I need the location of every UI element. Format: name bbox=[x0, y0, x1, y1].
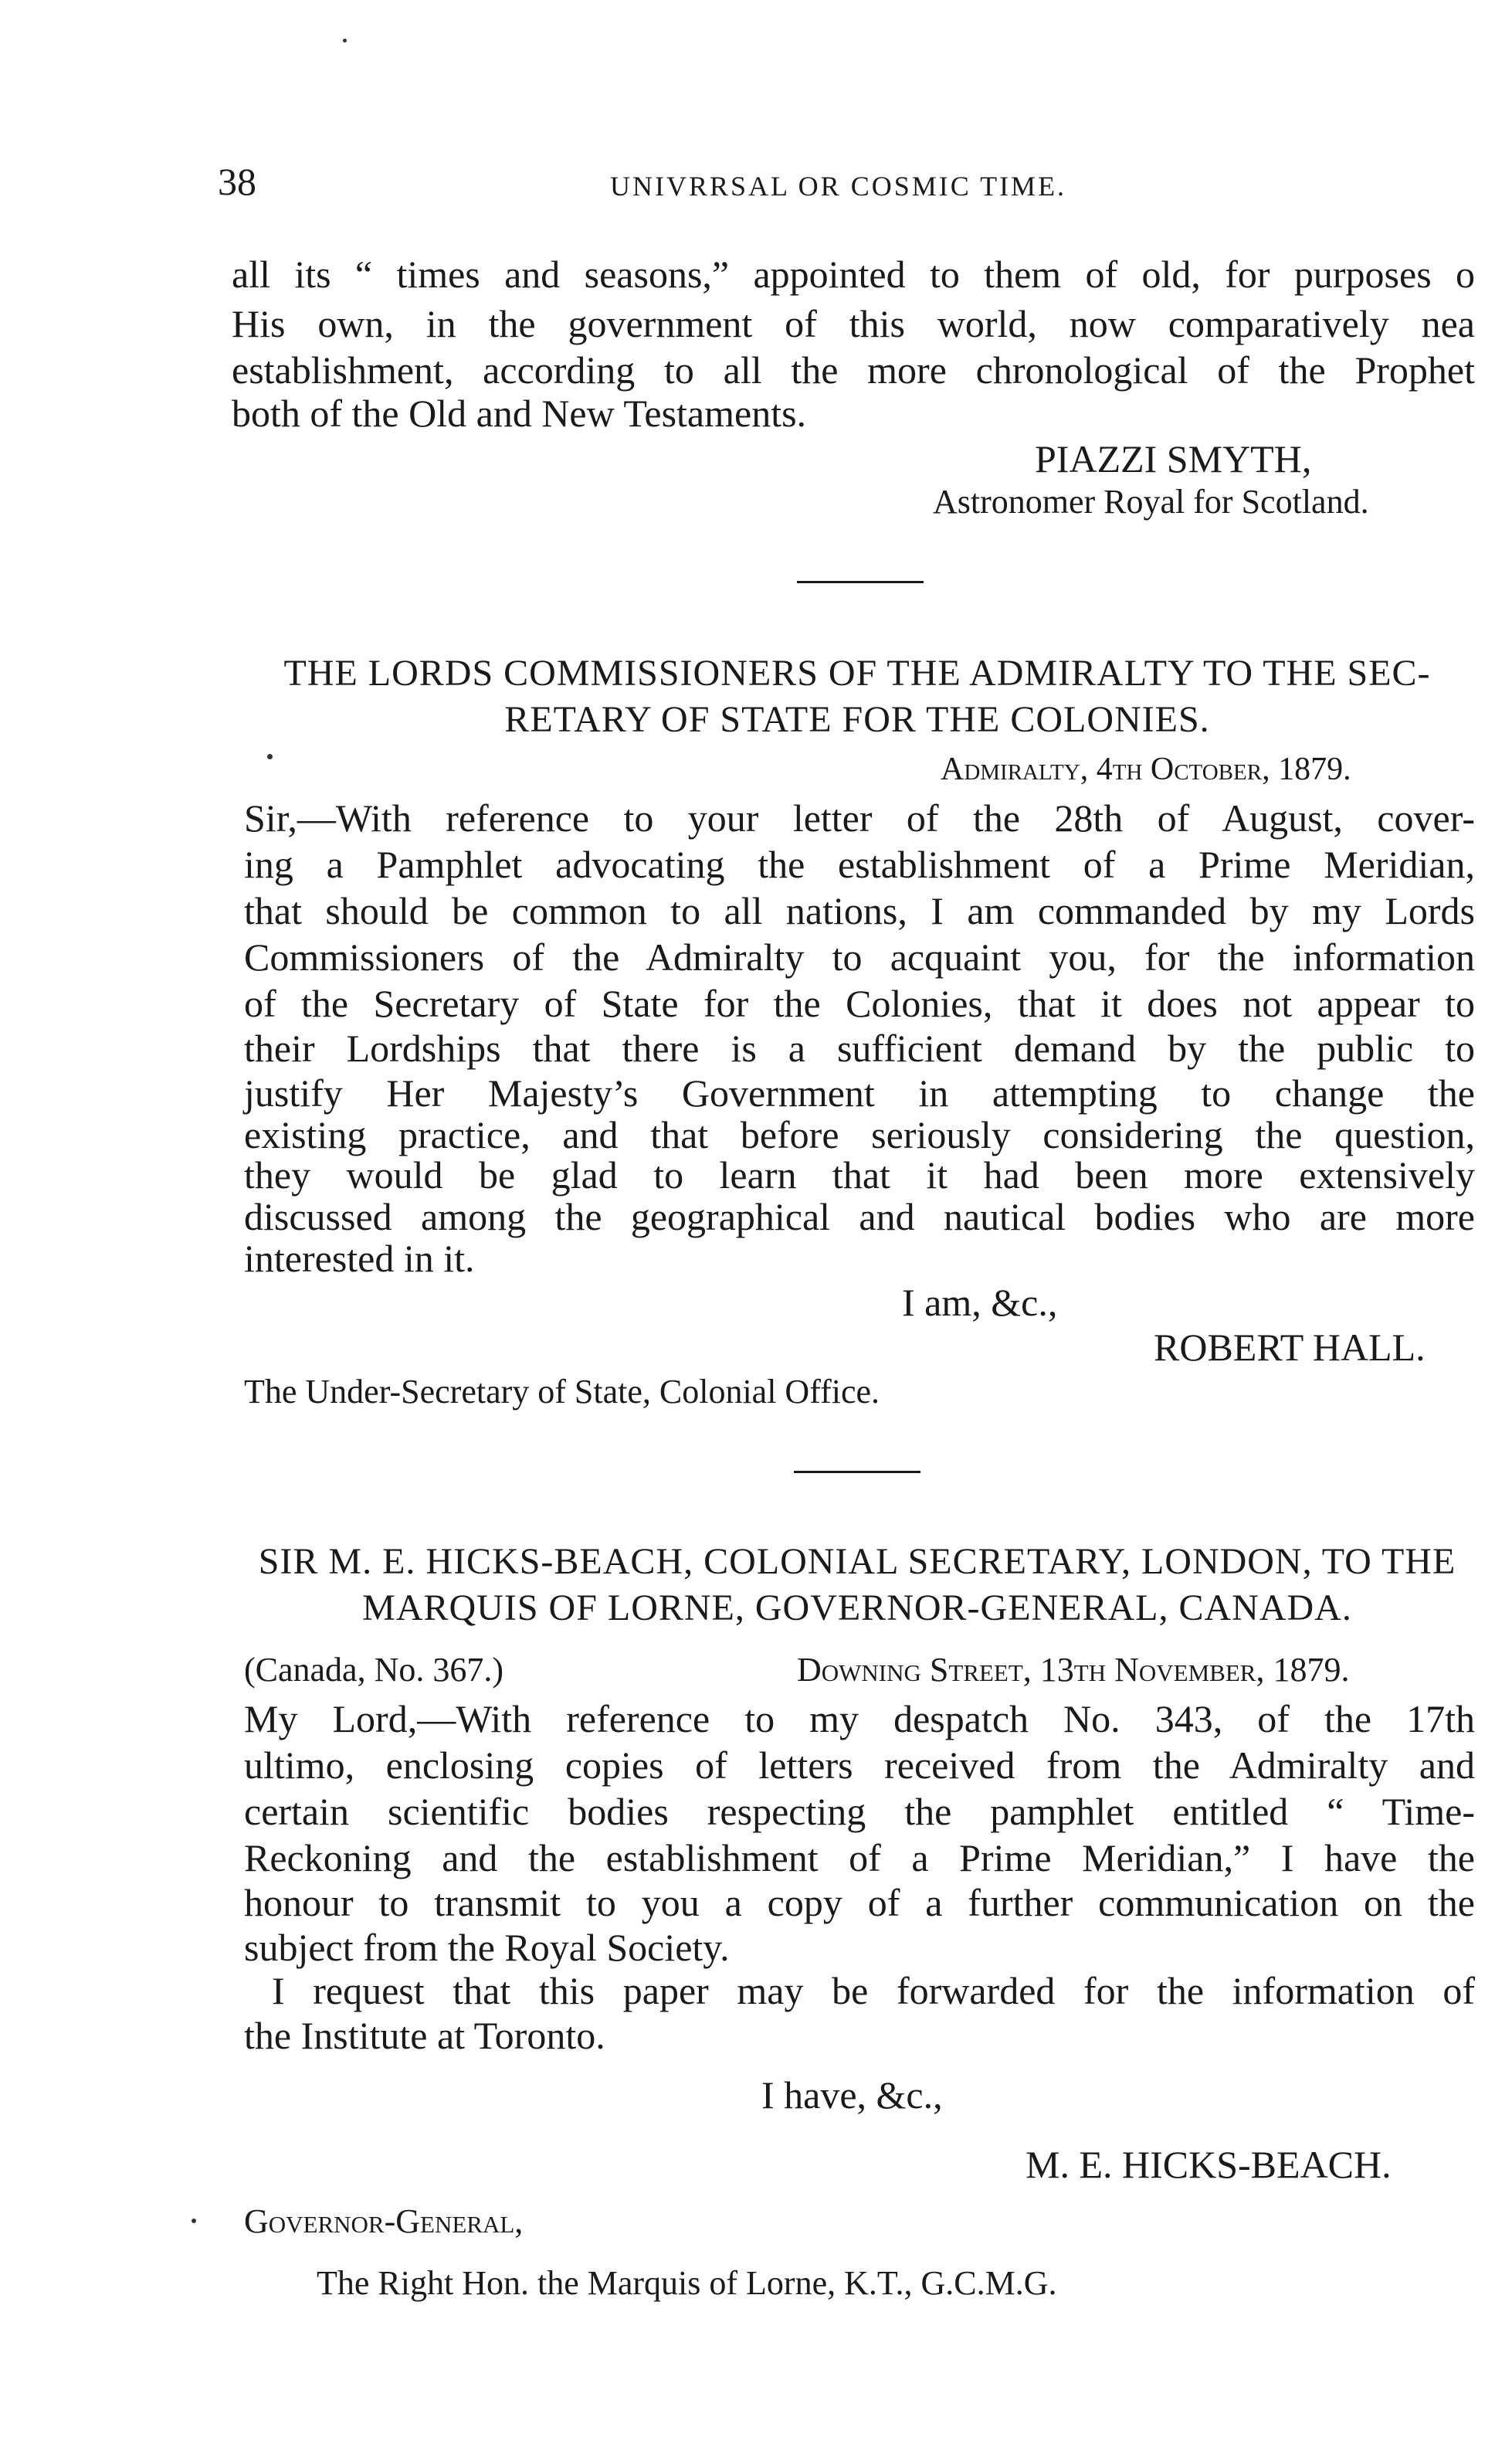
signature-title: Astronomer Royal for Scotland. bbox=[933, 483, 1369, 521]
text-line: their Lordships that there is a sufficient demand by the public to bbox=[244, 1027, 1475, 1070]
scan-speck bbox=[343, 39, 347, 42]
text-line: I request that this paper may be forwarded for the information of bbox=[272, 1969, 1475, 2012]
letter-dateline: Admiralty, 4th October, 1879. bbox=[941, 752, 1351, 787]
text-line: certain scientific bodies respecting the pamphlet entitled “ Time- bbox=[244, 1790, 1475, 1833]
text-line: honour to transmit to you a copy of a further communication on the bbox=[244, 1881, 1475, 1924]
text-line: that should be common to all nations, I am commanded by my Lords bbox=[244, 889, 1475, 932]
text-line: My Lord,—With reference to my despatch No. 343, of the 17th bbox=[244, 1697, 1475, 1740]
page-number: 38 bbox=[218, 160, 256, 203]
signature-name: PIAZZI SMYTH, bbox=[1035, 437, 1312, 480]
letter-dateline: Downing Street, 13th November, 1879. bbox=[797, 1651, 1350, 1689]
letter-heading: MARQUIS OF LORNE, GOVERNOR-GENERAL, CANADA. bbox=[362, 1587, 1352, 1628]
text-line: His own, in the government of this world, now comparatively nea bbox=[232, 302, 1475, 345]
letter-signature: M. E. HICKS-BEACH. bbox=[1026, 2143, 1392, 2186]
letter-signature: ROBERT HALL. bbox=[1154, 1326, 1426, 1369]
text-line: establishment, according to all the more chronological of the Prophet bbox=[232, 348, 1475, 392]
scan-speck bbox=[192, 2219, 196, 2223]
scan-speck bbox=[267, 754, 273, 759]
letter-heading: RETARY OF STATE FOR THE COLONIES. bbox=[504, 699, 1210, 740]
letter-addressee: The Under-Secretary of State, Colonial Office. bbox=[244, 1373, 880, 1411]
recipient-name: The Right Hon. the Marquis of Lorne, K.T., G.C.M.G. bbox=[317, 2264, 1057, 2302]
letter-closing: I am, &c., bbox=[902, 1281, 1058, 1324]
text-line: Commissioners of the Admiralty to acquaint you, for the information bbox=[244, 935, 1475, 979]
text-line: the Institute at Toronto. bbox=[244, 2014, 605, 2057]
letter-reference: (Canada, No. 367.) bbox=[244, 1651, 504, 1689]
running-title: UNIVRRSAL OR COSMIC TIME. bbox=[610, 171, 1067, 202]
text-line: Sir,—With reference to your letter of the 28th of August, cover- bbox=[244, 796, 1475, 840]
text-line: subject from the Royal Society. bbox=[244, 1926, 730, 1969]
letter-closing: I have, &c., bbox=[761, 2073, 943, 2117]
text-line: justify Her Majesty’s Government in attempting to change the bbox=[244, 1071, 1475, 1115]
text-line: ing a Pamphlet advocating the establishment of a Prime Meridian, bbox=[244, 843, 1475, 886]
text-line: discussed among the geographical and nautical bodies who are more bbox=[244, 1195, 1475, 1238]
text-line: ultimo, enclosing copies of letters received from the Admiralty and bbox=[244, 1743, 1475, 1787]
text-line: all its “ times and seasons,” appointed to them of old, for purposes o bbox=[232, 253, 1475, 296]
text-line: they would be glad to learn that it had been more extensively bbox=[244, 1153, 1475, 1197]
text-line: of the Secretary of State for the Colonies, that it does not appear to bbox=[244, 982, 1475, 1025]
text-line: both of the Old and New Testaments. bbox=[232, 392, 807, 435]
recipient-title: Governor-General, bbox=[244, 2202, 524, 2240]
text-line: existing practice, and that before seriously considering the question, bbox=[244, 1113, 1475, 1156]
letter-heading: THE LORDS COMMISSIONERS OF THE ADMIRALTY TO THE SEC- bbox=[283, 653, 1431, 694]
section-divider bbox=[797, 581, 924, 583]
text-line: interested in it. bbox=[244, 1237, 475, 1280]
section-divider bbox=[794, 1471, 920, 1473]
letter-heading: SIR M. E. HICKS-BEACH, COLONIAL SECRETARY, LONDON, TO THE bbox=[258, 1541, 1456, 1582]
text-line: Reckoning and the establishment of a Prime Meridian,” I have the bbox=[244, 1836, 1475, 1879]
